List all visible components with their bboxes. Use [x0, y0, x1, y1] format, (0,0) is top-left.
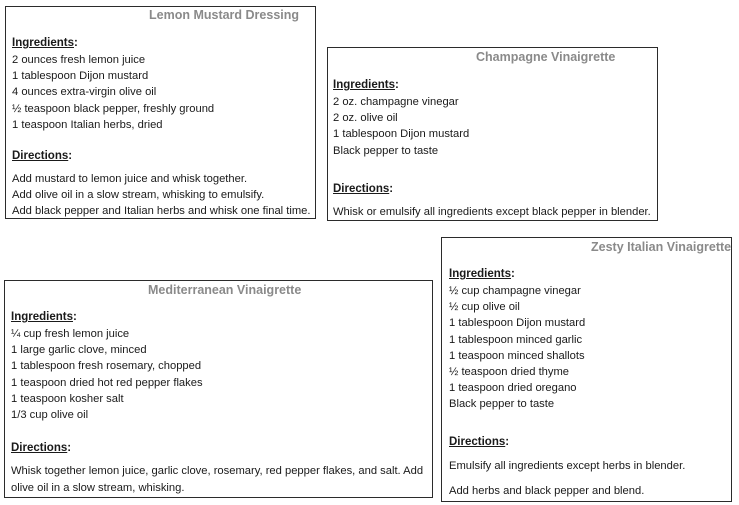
ingredient-item: 1 teaspoon kosher salt — [11, 392, 124, 405]
ingredient-item: ½ teaspoon black pepper, freshly ground — [12, 102, 215, 115]
ingredients-list — [11, 326, 203, 423]
directions-text: Add herbs and black pepper and blend. — [449, 485, 645, 497]
ingredient-item: ½ cup olive oil — [449, 301, 520, 314]
directions-label: Directions — [12, 150, 69, 162]
ingredients-list — [12, 52, 214, 133]
ingredient-item: ½ cup champagne vinegar — [449, 285, 581, 297]
ingredient-item: 2 ounces fresh lemon juice — [12, 54, 146, 66]
directions-heading: Directions: — [12, 150, 73, 162]
ingredients-label: Ingredients — [449, 268, 511, 280]
ingredient-item: ½ teaspoon dried thyme — [449, 365, 570, 378]
directions-text: Whisk together lemon juice, garlic clove, rosemary, red pepper flakes, and salt. Add olive oil in a slow stream, whisking. — [11, 465, 424, 494]
recipe-title: Champagne Vinaigrette — [476, 50, 616, 64]
ingredients-heading: Ingredients: — [11, 311, 77, 323]
ingredient-item: 1 tablespoon minced garlic — [449, 333, 583, 346]
ingredients-list — [333, 94, 469, 159]
ingredients-label: Ingredients — [11, 311, 73, 323]
ingredients-label: Ingredients — [12, 37, 74, 49]
recipe-title: Mediterranean Vinaigrette — [148, 283, 302, 297]
directions-heading: Directions: — [449, 436, 510, 448]
ingredient-item: 1 tablespoon fresh rosemary, chopped — [11, 360, 202, 373]
ingredients-list — [449, 283, 585, 413]
ingredient-item: 1 tablespoon Dijon mustard — [449, 317, 586, 330]
recipe-card-champagne — [327, 47, 658, 221]
directions-text: Whisk or emulsify all ingredients except black pepper in blender. — [333, 206, 651, 218]
directions-heading: Directions: — [11, 442, 72, 454]
ingredient-item: 1 tablespoon Dijon mustard — [333, 128, 470, 141]
ingredients-heading: Ingredients: — [449, 268, 515, 280]
recipe-card-lemon-mustard — [5, 6, 316, 219]
recipe-card-mediterranean — [4, 280, 433, 498]
ingredients-label: Ingredients — [333, 79, 395, 91]
ingredient-item: 2 oz. champagne vinegar — [333, 96, 459, 108]
directions-heading: Directions: — [333, 183, 394, 195]
direction-step: Add black pepper and Italian herbs and whisk one final time. — [12, 205, 311, 218]
ingredient-item: Black pepper to taste — [449, 398, 555, 411]
ingredient-item: Black pepper to taste — [333, 144, 439, 157]
ingredient-item: 1 large garlic clove, minced — [11, 344, 147, 357]
ingredient-item: 1 teaspoon minced shallots — [449, 349, 585, 362]
ingredient-item: 1 teaspoon Italian herbs, dried — [12, 118, 163, 131]
ingredient-item: 1/3 cup olive oil — [11, 408, 89, 421]
ingredient-item: ¼ cup fresh lemon juice — [11, 328, 130, 340]
directions-label: Directions — [333, 183, 390, 195]
ingredients-heading: Ingredients: — [333, 79, 399, 91]
directions-label: Directions — [449, 436, 506, 448]
ingredient-item: 4 ounces extra-virgin olive oil — [12, 86, 157, 99]
directions-list — [12, 171, 311, 220]
ingredient-item: 2 oz. olive oil — [333, 112, 398, 125]
recipe-card-zesty-italian — [441, 237, 732, 502]
recipe-title: Zesty Italian Vinaigrette — [591, 240, 732, 254]
direction-step: Add mustard to lemon juice and whisk together. — [12, 173, 248, 185]
directions-label: Directions — [11, 442, 68, 454]
direction-step: Add olive oil in a slow stream, whisking to emulsify. — [12, 189, 265, 202]
directions-text: Emulsify all ingredients except herbs in blender. — [449, 460, 686, 472]
ingredient-item: 1 tablespoon Dijon mustard — [12, 70, 149, 83]
ingredients-heading: Ingredients: — [12, 37, 78, 49]
ingredient-item: 1 teaspoon dried oregano — [449, 382, 577, 395]
ingredient-item: 1 teaspoon dried hot red pepper flakes — [11, 376, 203, 389]
recipe-title: Lemon Mustard Dressing — [149, 8, 300, 22]
